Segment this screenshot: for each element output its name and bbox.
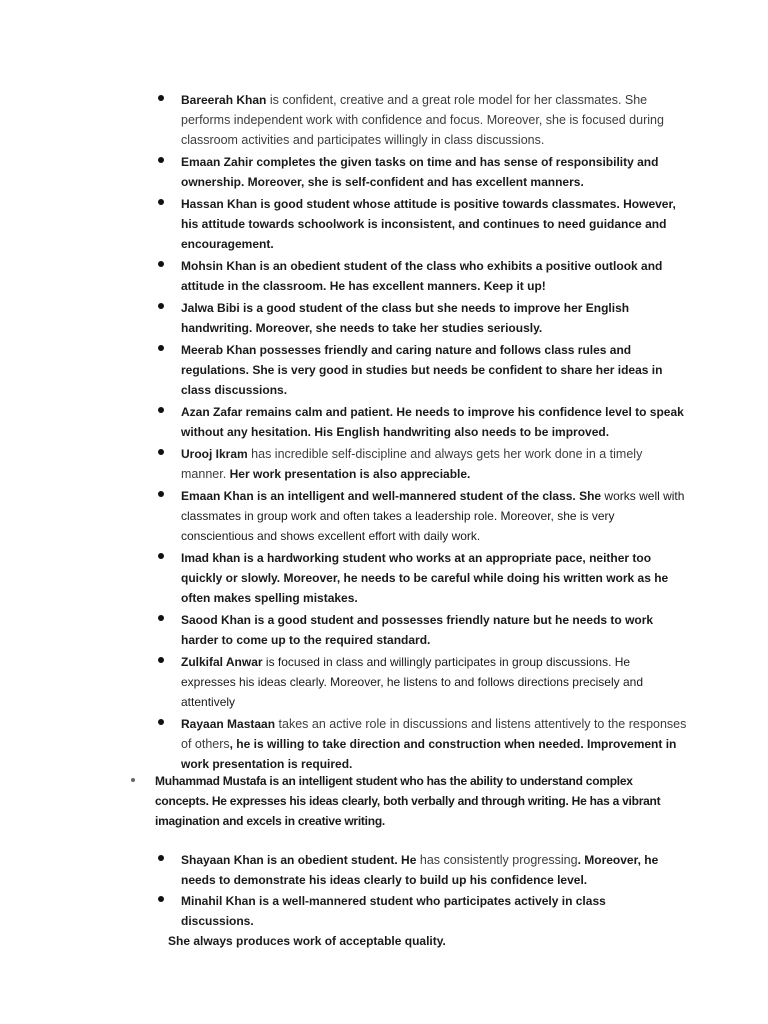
- comment-text: Hassan Khan is good student whose attitude is positive towards classmates. However, his attitude towards schoolwork is inconsistent, and continues to need guidance and encouragement.: [181, 197, 676, 251]
- bullet-icon: [158, 407, 164, 413]
- comment-text: . Moreover, he needs to demonstrate his ideas clearly to build up his confidence level.: [181, 853, 659, 887]
- comment-text: Urooj Ikram: [181, 447, 248, 461]
- standalone-comment-list: [0, 771, 768, 831]
- comment-text: Zulkifal Anwar: [181, 655, 263, 669]
- list-item: [0, 486, 768, 546]
- list-item: [0, 610, 768, 650]
- bullet-icon: [158, 157, 164, 163]
- student-comments-list: [0, 90, 768, 776]
- bullet-icon: [131, 778, 135, 782]
- comment-text: Saood Khan is a good student and possesses friendly nature but he needs to work harder to come up to the required standard.: [181, 613, 654, 647]
- comment-text: is confident, creative and a great role model for her classmates. She performs independent work with confidence and focus. Moreover, she is focused during classroom activities and participates willingly in class discussions.: [181, 93, 664, 147]
- list-item: [0, 152, 768, 192]
- bullet-icon: [158, 303, 164, 309]
- bullet-icon: [158, 345, 164, 351]
- comment-text: Azan Zafar remains calm and patient. He needs to improve his confidence level to speak without any hesitation. His English handwriting also needs to be improved.: [181, 405, 684, 439]
- bullet-icon: [158, 657, 164, 663]
- list-item: [0, 90, 768, 150]
- comment-text: Minahil Khan is a well-mannered student who participates actively in class discussions.: [181, 894, 606, 928]
- list-item: [0, 194, 768, 254]
- list-item: [0, 256, 768, 296]
- comment-text: Meerab Khan possesses friendly and caring nature and follows class rules and regulations. She is very good in studies but needs be confident to share her ideas in class discussions.: [181, 343, 663, 397]
- list-item: [0, 298, 768, 338]
- list-item: [0, 402, 768, 442]
- list-item: [0, 652, 768, 712]
- list-item: [0, 771, 768, 831]
- list-item: [0, 340, 768, 400]
- bullet-icon: [158, 719, 164, 725]
- comment-text: She always produces work of acceptable quality.: [168, 934, 446, 948]
- comment-text: Emaan Zahir completes the given tasks on time and has sense of responsibility and ownership. Moreover, she is self-confident and has excellent manners.: [181, 155, 659, 189]
- comment-text: Bareerah Khan: [181, 93, 267, 107]
- comment-text: Rayaan Mastaan: [181, 717, 276, 731]
- comment-text: works well with classmates in group work and often takes a leadership role. Moreover, she is very conscientious and shows excellent effort with daily work.: [181, 489, 685, 543]
- list-item: [0, 444, 768, 484]
- comment-text: Mohsin Khan is an obedient student of the class who exhibits a positive outlook and attitude in the classroom. He has excellent manners. Keep it up!: [181, 259, 663, 293]
- bullet-icon: [158, 896, 164, 902]
- comment-text: Muhammad Mustafa is an intelligent student who has the ability to understand complex concepts. He expresses his ideas clearly, both verbally and through writing. He has a vibrant imagination and excels in creative writing.: [155, 774, 661, 828]
- comment-text: , he is willing to take direction and construction when needed. Improvement in work presentation is required.: [181, 737, 677, 771]
- comment-text: Shayaan Khan is an obedient student. He: [181, 853, 417, 867]
- bullet-icon: [158, 199, 164, 205]
- comment-text: Emaan Khan is an intelligent and well-mannered student of the class. She: [181, 489, 602, 503]
- comment-text: Jalwa Bibi is a good student of the class but she needs to improve her English handwriting. Moreover, she needs to take her studies seriously.: [181, 301, 630, 335]
- comment-text: is focused in class and willingly participates in group discussions. He expresses his ideas clearly. Moreover, he listens to and follows directions precisely and attentively: [181, 655, 643, 709]
- comment-text: Her work presentation is also appreciable.: [229, 467, 471, 481]
- comment-text: has incredible self-discipline and always gets her work done in a timely manner.: [181, 447, 643, 481]
- bullet-icon: [158, 491, 164, 497]
- bullet-icon: [158, 449, 164, 455]
- list-item: [0, 714, 768, 774]
- comment-text: has consistently progressing: [416, 853, 578, 867]
- bullet-icon: [158, 261, 164, 267]
- student-comments-list-2: [0, 850, 768, 952]
- list-item: [0, 850, 768, 890]
- list-item: [0, 891, 768, 951]
- bullet-icon: [158, 855, 164, 861]
- list-item: [0, 548, 768, 608]
- bullet-icon: [158, 615, 164, 621]
- bullet-icon: [158, 553, 164, 559]
- comment-text: Imad khan is a hardworking student who works at an appropriate pace, neither too quickly or slowly. Moreover, he needs to be careful while doing his written work as he often makes spelling mistakes.: [181, 551, 669, 605]
- comment-text: takes an active role in discussions and listens attentively to the responses of others: [181, 717, 687, 751]
- bullet-icon: [158, 95, 164, 101]
